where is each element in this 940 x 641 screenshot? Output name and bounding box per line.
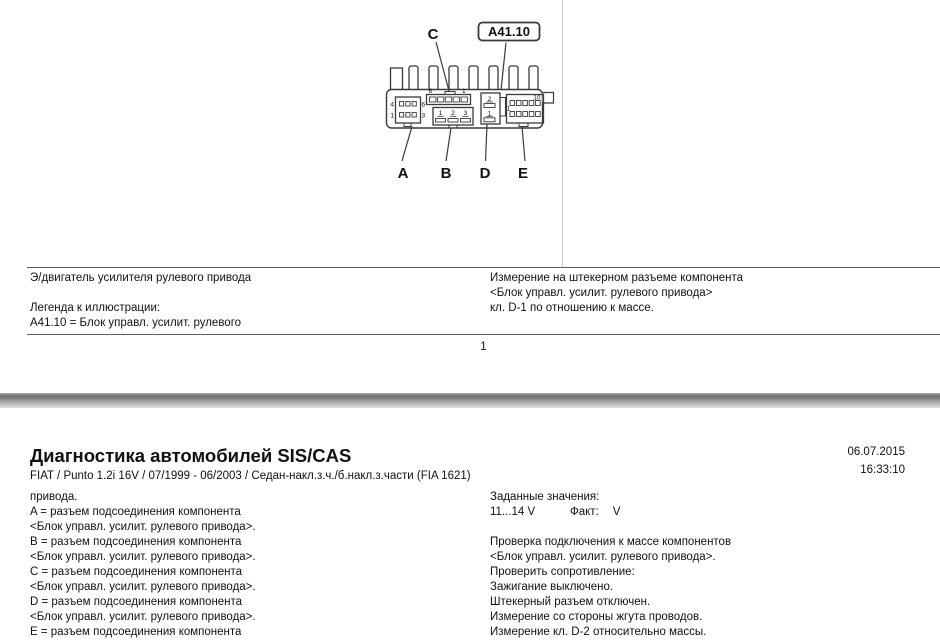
callout-c: C	[427, 26, 439, 43]
pin-label-d1: 1	[487, 110, 492, 118]
pin-label-b2: 2	[451, 110, 455, 117]
pin-label-e1: 1	[506, 105, 511, 113]
procedure-line: <Блок управл. усилит. рулевого привода>.	[490, 551, 716, 563]
pin-label-b3: 3	[463, 110, 468, 117]
legend-line: <Блок управл. усилит. рулевого привода>.	[30, 551, 256, 563]
pin-label-a4: 4	[390, 101, 394, 109]
pin-label-c1: 1	[462, 88, 466, 95]
callout-e: E	[517, 165, 529, 182]
legend-line: <Блок управл. усилит. рулевого привода>.	[30, 581, 256, 593]
pin-label-a6: 6	[421, 101, 426, 109]
legend-line: D = разъем подсоединения компонента	[30, 596, 243, 608]
page-separator-bar	[0, 393, 940, 408]
callout-d: D	[479, 165, 491, 182]
measurement-line: Измерение на штекерном разъеме компонента	[490, 272, 743, 284]
report-title: Диагностика автомобилей SIS/CAS	[30, 445, 352, 466]
measurement-line: кл. D-1 по отношению к массе.	[490, 302, 654, 314]
page-number: 1	[480, 341, 487, 353]
pin-label-a3: 3	[421, 112, 426, 120]
legend-line: B = разъем подсоединения компонента	[30, 536, 242, 548]
procedure-line: Зажигание выключено.	[490, 581, 614, 593]
procedure-line: Штекерный разъем отключен.	[490, 596, 651, 608]
pin-label-b1: 1	[438, 110, 443, 117]
callout-b: B	[440, 165, 452, 182]
legend-line: E = разъем подсоединения компонента	[30, 626, 242, 638]
page-2	[0, 408, 940, 641]
procedure-line: Проверить сопротивление:	[490, 566, 635, 578]
target-values-heading: Заданные значения:	[490, 491, 600, 503]
legend-heading: Легенда к иллюстрации:	[30, 302, 161, 314]
pin-label-e10: 10	[533, 94, 541, 102]
legend-line: <Блок управл. усилит. рулевого привода>.	[30, 611, 256, 623]
part-ref-label: A41.10	[488, 24, 530, 39]
legend-line: C = разъем подсоединения компонента	[30, 566, 243, 578]
component-title: Э/двигатель усилителя рулевого привода	[30, 272, 252, 284]
blank-line	[490, 520, 731, 535]
legend-entry: A41.10 = Блок управл. усилит. рулевого	[30, 317, 242, 329]
procedure-line: Проверка подключения к массе компонентов	[490, 536, 732, 548]
horizontal-rule-top	[27, 267, 940, 268]
blank-line	[30, 286, 251, 301]
target-values-row	[490, 505, 731, 520]
callout-a: A	[397, 165, 409, 182]
pin-label-a1: 1	[390, 112, 394, 120]
procedure-line: Измерение со стороны жгута проводов.	[490, 611, 703, 623]
actual-label: Факт:	[570, 506, 599, 518]
legend-line: привода.	[30, 491, 78, 503]
report-date: 06.07.2015	[847, 446, 905, 458]
report-datetime	[847, 444, 905, 479]
procedure-line: Измерение кл. D-2 относительно массы.	[490, 626, 707, 638]
measurement-line: <Блок управл. усилит. рулевого привода>	[490, 287, 713, 299]
target-range: 11...14 V	[490, 506, 536, 518]
legend-line: <Блок управл. усилит. рулевого привода>.	[30, 521, 256, 533]
report-time: 16:33:10	[860, 463, 905, 476]
legend-line: A = разъем подсоединения компонента	[30, 506, 241, 518]
pin-label-c6: 6	[428, 88, 433, 95]
actual-unit: V	[612, 506, 621, 518]
measurement-note-right	[490, 271, 743, 316]
values-column	[490, 490, 731, 640]
figure-caption-left	[30, 271, 251, 331]
housing-side-tab	[543, 93, 554, 104]
pin-label-d2: 2	[487, 96, 492, 103]
legend-column	[30, 490, 256, 640]
connector-diagram	[370, 15, 580, 185]
horizontal-rule-bottom	[27, 334, 940, 335]
vehicle-info: FIAT / Punto 1.2i 16V / 07/1999 - 06/2003 / Седан-накл.з.ч./б.накл.з.части (FIA 1621)	[30, 470, 471, 482]
